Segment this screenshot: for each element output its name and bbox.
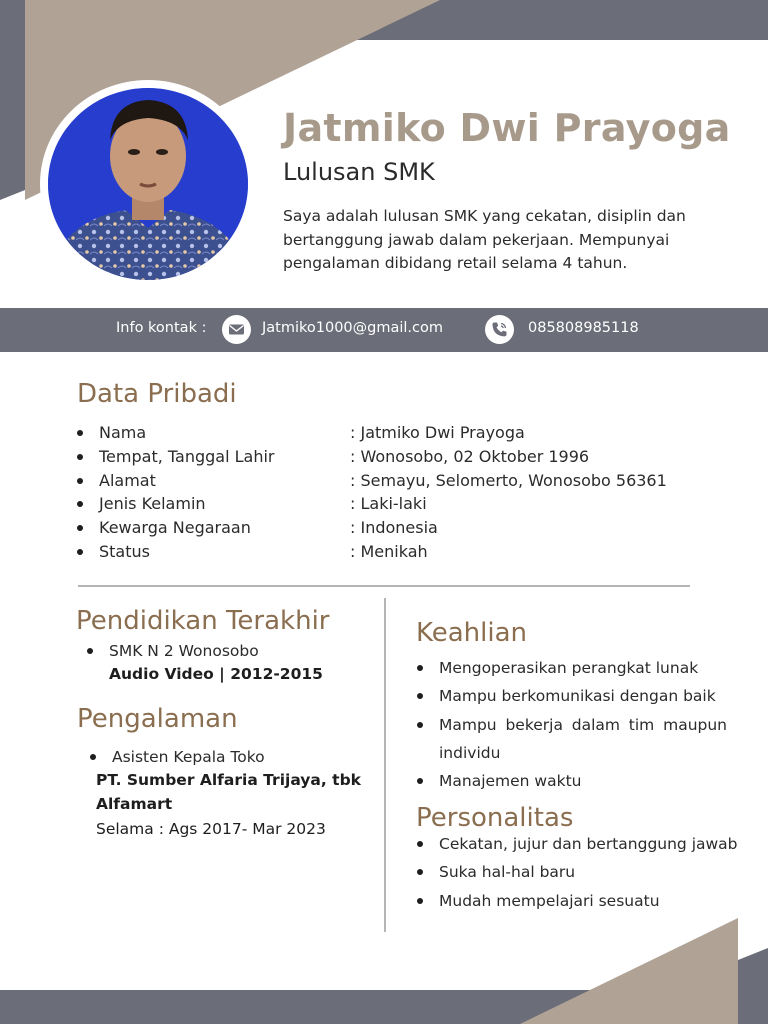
education-major: Audio Video | 2012-2015 xyxy=(109,665,323,683)
personality-heading: Personalitas xyxy=(416,803,574,833)
personal-value: : Menikah xyxy=(350,541,428,561)
list-item: Mudah mempelajari sesuatu xyxy=(417,887,737,915)
list-item: SMK N 2 Wonosobo xyxy=(87,640,259,662)
experience-duration: Selama : Ags 2017- Mar 2023 xyxy=(96,820,326,838)
list-item xyxy=(77,516,697,540)
envelope-icon xyxy=(222,315,251,344)
experience-list xyxy=(90,746,265,768)
personal-label: Alamat xyxy=(99,470,156,490)
experience-brand: Alfamart xyxy=(96,795,173,813)
list-item: Manajemen waktu xyxy=(417,767,727,795)
experience-heading: Pengalaman xyxy=(77,704,238,734)
profile-photo xyxy=(40,80,256,288)
list-item: Asisten Kepala Toko xyxy=(90,746,265,768)
list-item xyxy=(77,469,697,493)
list-item xyxy=(77,421,697,445)
personal-label: Jenis Kelamin xyxy=(99,494,206,514)
list-item xyxy=(77,492,697,516)
list-item: Mengoperasikan perangkat lunak xyxy=(417,654,727,682)
personal-value: : Laki-laki xyxy=(350,494,427,514)
experience-company: PT. Sumber Alfaria Trijaya, tbk xyxy=(96,771,361,789)
personality-list xyxy=(417,830,737,915)
contact-email-link[interactable]: Jatmiko1000@gmail.com xyxy=(262,320,444,336)
skills-heading: Keahlian xyxy=(416,618,528,648)
personal-data-heading: Data Pribadi xyxy=(77,379,237,409)
column-divider xyxy=(384,598,386,932)
personal-label: Tempat, Tanggal Lahir xyxy=(99,446,275,466)
candidate-name: Jatmiko Dwi Prayoga xyxy=(283,106,731,150)
list-item: Mampu berkomunikasi dengan baik xyxy=(417,682,727,710)
personal-label: Kewarga Negaraan xyxy=(99,518,251,538)
personal-value: : Wonosobo, 02 Oktober 1996 xyxy=(350,446,590,466)
section-divider xyxy=(78,585,690,587)
personal-value: : Semayu, Selomerto, Wonosobo 56361 xyxy=(350,470,667,490)
list-item: Mampu bekerja dalam tim maupun individu xyxy=(417,711,727,768)
personal-value: : Jatmiko Dwi Prayoga xyxy=(350,423,525,442)
list-item xyxy=(77,445,697,469)
education-list xyxy=(87,640,259,662)
personal-data-list xyxy=(77,421,697,564)
profile-summary: Saya adalah lulusan SMK yang cekatan, disiplin dan bertanggung jawab dalam pekerjaan. Mempunyai pengalaman dibidang retail selama 4 tahun. xyxy=(283,207,686,272)
list-item: Cekatan, jujur dan bertanggung jawab xyxy=(417,830,737,858)
phone-icon xyxy=(485,315,514,344)
personal-value: : Indonesia xyxy=(350,518,438,538)
education-heading: Pendidikan Terakhir xyxy=(76,606,330,636)
contact-phone-link[interactable]: 085808985118 xyxy=(528,320,639,336)
candidate-role: Lulusan SMK xyxy=(283,158,435,186)
personal-label: Nama xyxy=(99,423,147,442)
contact-label: Info kontak : xyxy=(116,320,207,336)
personal-label: Status xyxy=(99,541,150,561)
list-item xyxy=(77,540,697,564)
list-item: Suka hal-hal baru xyxy=(417,858,737,886)
contact-bar xyxy=(0,308,768,352)
skills-list xyxy=(417,654,727,795)
